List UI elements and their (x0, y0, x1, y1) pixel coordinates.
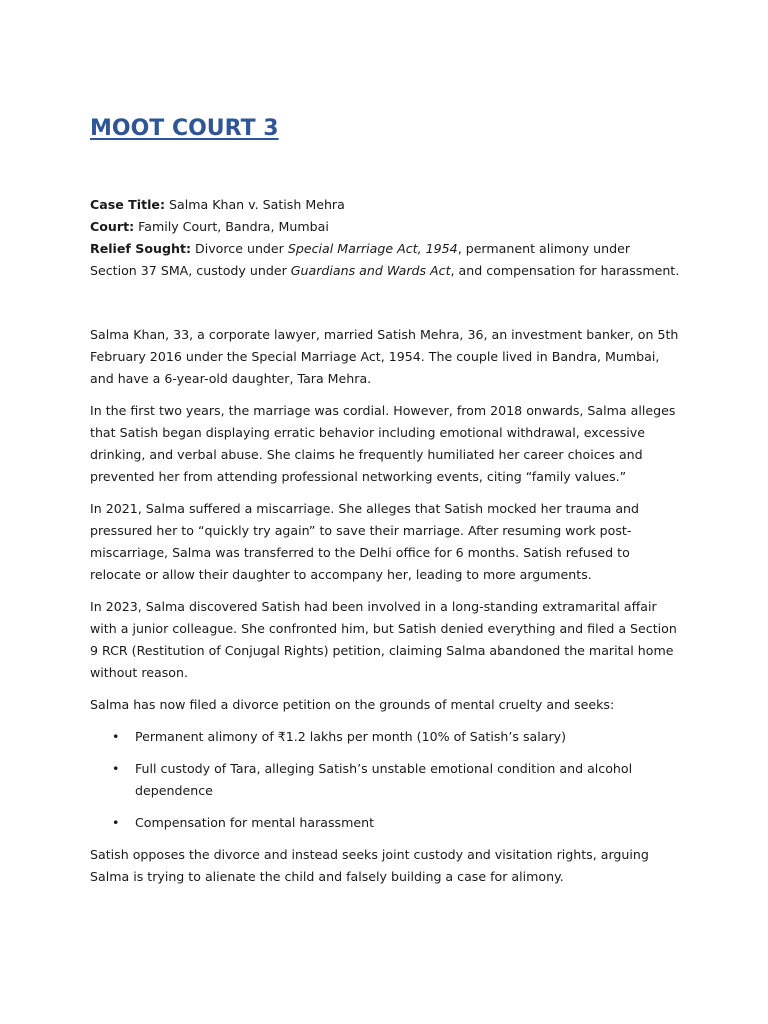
list-item (90, 726, 680, 748)
relief-list (90, 726, 680, 834)
case-facts (90, 324, 680, 898)
bullet-icon: • (112, 815, 120, 830)
list-item-text: Full custody of Tara, alleging Satish’s unstable emotional condition and alcohol dependence (135, 761, 633, 798)
relief-text-1: Divorce under (195, 241, 288, 256)
list-item (90, 812, 680, 834)
paragraph: In the first two years, the marriage was cordial. However, from 2018 onwards, Salma alleges that Satish began displaying erratic behavior including emotional withdrawal, excessive drinking, and verbal abuse. She claims he frequently humiliated her career choices and prevented her from attending professional networking events, citing “family values.” (90, 403, 676, 484)
court-label: Court: (90, 219, 135, 234)
case-title-value: Salma Khan v. Satish Mehra (169, 197, 345, 212)
case-title-line (90, 194, 680, 216)
paragraph: In 2021, Salma suffered a miscarriage. She alleges that Satish mocked her trauma and pressured her to “quickly try again” to save their marriage. After resuming work post-miscarriage, Salma was transferred to the Delhi office for 6 months. Satish refused to relocate or allow their daughter to accompany her, leading to more arguments. (90, 501, 640, 582)
paragraph: In 2023, Salma discovered Satish had been involved in a long-standing extramarital affair with a junior colleague. She confronted him, but Satish denied everything and filed a Section 9 RCR (Restitution of Conjugal Rights) petition, claiming Salma abandoned the marital home without reason. (90, 599, 677, 680)
bullet-icon: • (112, 761, 120, 776)
document-page (90, 0, 680, 1024)
page-title: MOOT COURT 3 (90, 116, 279, 141)
paragraph: Salma has now filed a divorce petition on the grounds of mental cruelty and seeks: (90, 697, 615, 712)
list-item (90, 758, 680, 802)
relief-text-3: , and compensation for harassment. (450, 263, 680, 278)
bullet-icon: • (112, 729, 120, 744)
relief-line (90, 238, 680, 282)
relief-text-2: , permanent alimony under Section 37 SMA, custody under (90, 241, 631, 278)
court-line (90, 216, 680, 238)
relief-label: Relief Sought: (90, 241, 192, 256)
paragraph: Salma Khan, 33, a corporate lawyer, married Satish Mehra, 36, an investment banker, on 5th February 2016 under the Special Marriage Act, 1954. The couple lived in Bandra, Mumbai, and have a 6-year-old daughter, Tara Mehra. (90, 327, 679, 386)
case-title-label: Case Title: (90, 197, 165, 212)
relief-act-2: Guardians and Wards Act (290, 263, 451, 278)
court-value: Family Court, Bandra, Mumbai (138, 219, 329, 234)
relief-act-1: Special Marriage Act, 1954 (287, 241, 458, 256)
closing-paragraph: Satish opposes the divorce and instead seeks joint custody and visitation rights, arguing Salma is trying to alienate the child and falsely building a case for alimony. (90, 847, 649, 884)
list-item-text: Compensation for mental harassment (135, 815, 375, 830)
case-details (90, 194, 680, 282)
list-item-text: Permanent alimony of ₹1.2 lakhs per month (10% of Satish’s salary) (135, 729, 567, 744)
